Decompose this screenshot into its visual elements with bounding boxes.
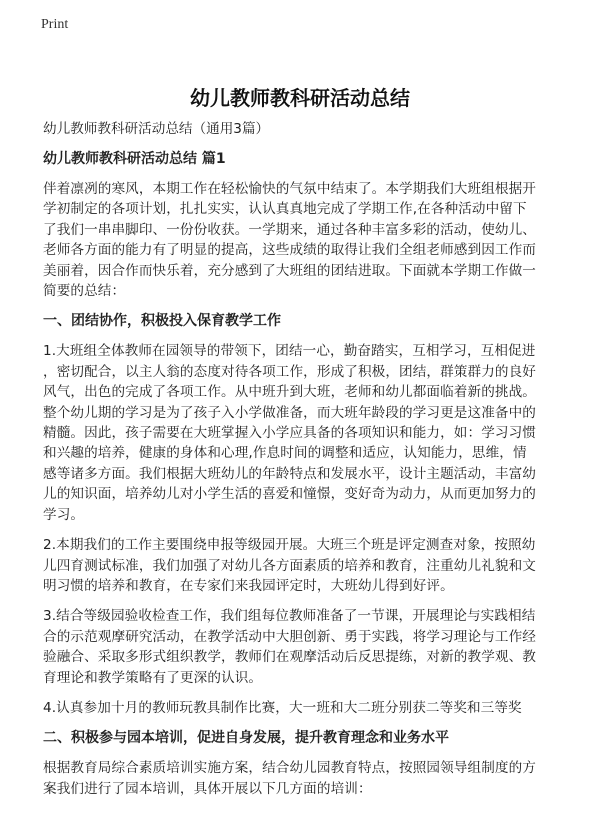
text-line: 一、团结协作，积极投入保育教学工作: [43, 313, 281, 330]
text-line: 老师各方面的能力有了明显的提高，这些成绩的取得让我们全组老师感到因工作而: [43, 242, 536, 259]
document-body: [43, 119, 573, 809]
text-line: 验融合、采取多形式组织教学，教师们在观摩活动后反思提练，对新的教学观、教: [43, 649, 536, 666]
text-line: 根据教育局综合素质培训实施方案，结合幼儿园教育特点，按照园领导组制度的方: [43, 760, 536, 777]
text-line: 简要的总结：: [43, 283, 126, 300]
paragraph: [43, 179, 573, 301]
text-line: 和兴趣的培养，健康的身体和心理,作息时间的调整和适应，认知能力，思维，情: [43, 445, 527, 462]
text-line: 幼儿教师教科研活动总结 篇1: [43, 151, 226, 167]
text-line: 育理论和教学策略有了更深的认识。: [43, 669, 263, 686]
paragraph: [43, 535, 573, 596]
paragraph: [43, 341, 573, 525]
text-line: 儿的知识面，培养幼儿对小学生活的喜爱和憧憬，变好奇为动力，从而更加努力的: [43, 486, 536, 503]
section-heading: [43, 311, 573, 331]
document-title: 幼儿教师教科研活动总结: [190, 86, 410, 110]
text-line: 案我们进行了园本培训，具体开展以下几方面的培训：: [43, 780, 372, 797]
text-line: 美丽着，因合作而快乐着，充分感到了大班组的团结进取。下面就本学期工作做一: [43, 262, 536, 279]
text-line: 学初制定的各项计划，扎扎实实，认认真真地完成了学期工作,在各种活动中留下: [43, 201, 527, 218]
text-line: 伴着凛冽的寒风，本期工作在轻松愉快的气氛中结束了。本学期我们大班组根据开: [43, 181, 536, 197]
text-line: 儿四育测试标准，我们加强了对幼儿各方面素质的培养和教育，注重幼儿礼貌和文: [43, 557, 536, 574]
text-line: 感等诸多方面。我们根据大班幼儿的年龄特点和发展水平，设计主题活动，丰富幼: [43, 465, 536, 482]
print-link[interactable]: Print: [41, 17, 69, 32]
text-line: 整个幼儿期的学习是为了孩子入小学做准备，而大班年龄段的学习更是这准备中的: [43, 404, 536, 421]
text-line: 明习惯的培养和教育，在专家们来我园评定时，大班幼儿得到好评。: [43, 577, 454, 594]
text-line: 学习。: [43, 506, 85, 523]
paragraph: [43, 606, 573, 688]
text-line: 2.本期我们的工作主要围绕申报等级园开展。大班三个班是评定测查对象，按照幼: [43, 537, 536, 554]
text-line: 合的示范观摩研究活动，在教学活动中大胆创新、勇于实践，将学习理论与工作经: [43, 628, 536, 645]
text-line: 4.认真参加十月的教师玩教具制作比赛，大一班和大二班分别获二等奖和三等奖: [43, 699, 522, 716]
text-line: 精髓。因此，孩子需要在大班掌握入小学应具备的各项知识和能力，如：学习习惯: [43, 425, 536, 442]
text-line: 3.结合等级园验收检查工作，我们组每位教师准备了一节课，开展理论与实践相结: [43, 608, 536, 625]
paragraph: [43, 758, 573, 799]
section-heading: [43, 728, 573, 748]
document-subtitle: 幼儿教师教科研活动总结（通用3篇）: [43, 121, 270, 137]
text-line: 1.大班组全体教师在园领导的带领下，团结一心，勤奋踏实，互相学习，互相促进: [43, 343, 536, 360]
text-line: 二、积极参与园本培训，促进自身发展，提升教育理念和业务水平: [43, 730, 449, 747]
text-line: 了我们一串串脚印、一份份收获。一学期来，通过各种丰富多彩的活动，使幼儿、: [43, 221, 536, 238]
section-heading: [43, 149, 573, 169]
paragraph: [43, 698, 573, 718]
text-line: 风气，出色的完成了各项工作。从中班升到大班，老师和幼儿都面临着新的挑战。: [43, 384, 536, 401]
text-line: ，密切配合，以主人翁的态度对待各项工作，形成了积极，团结，群策群力的良好: [43, 363, 536, 380]
